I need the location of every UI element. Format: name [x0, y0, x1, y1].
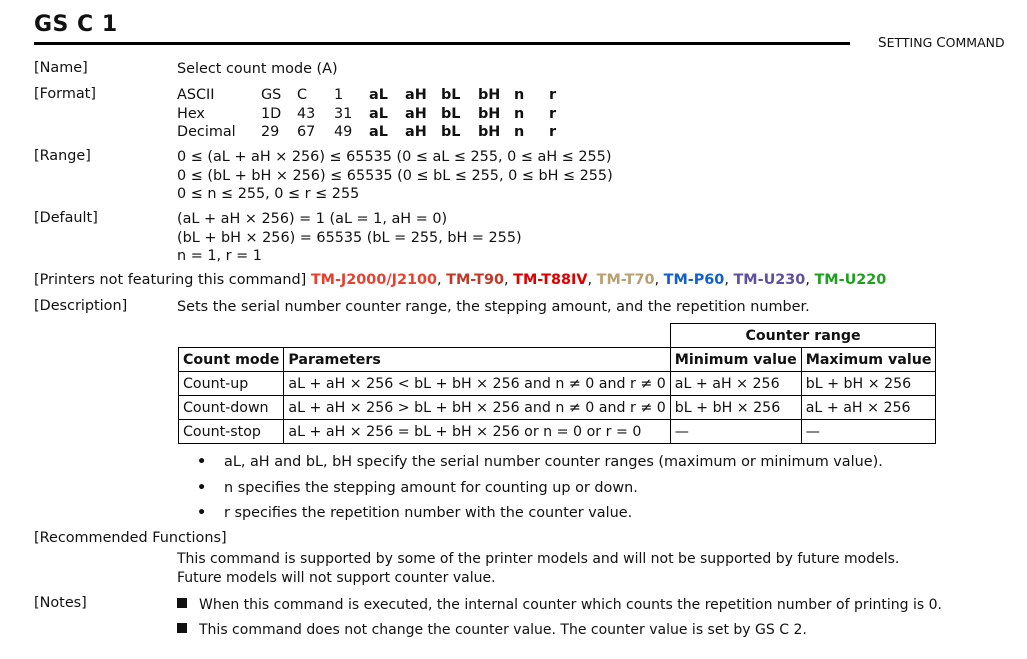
- printer-tm-t88iv: TM-T88IV: [513, 272, 588, 288]
- printer-tm-t70: TM-T70: [596, 272, 655, 288]
- printer-tm-u220: TM-U220: [814, 272, 887, 288]
- table-header-row-2: [179, 348, 936, 372]
- table-header-row-1: [179, 324, 936, 348]
- format-param-bH-hex: bH: [478, 105, 501, 122]
- row-count-stop-max: —: [801, 420, 936, 444]
- section-rest-2: OMMAND: [945, 35, 1005, 50]
- description-label: [Description]: [34, 298, 128, 314]
- range-label: [Range]: [34, 148, 91, 164]
- default-line-1: (aL + aH × 256) = 1 (aL = 1, aH = 0): [177, 211, 448, 227]
- format-decimal-c2: 67: [297, 124, 316, 140]
- printer-sep-5: ,: [724, 272, 734, 288]
- section-rest-1: ETTING: [886, 35, 937, 50]
- format-param-aL-decimal: aL: [369, 124, 388, 140]
- recommended-line-2: Future models will not support counter value.: [177, 569, 496, 586]
- section-initial-1: S: [878, 35, 887, 51]
- format-ascii-c1: GS: [261, 87, 282, 103]
- counter-range-header: Counter range: [670, 324, 936, 348]
- row-count-down-params: aL + aH × 256 > bL + bH × 256 and n ≠ 0 and r ≠ 0: [284, 396, 670, 420]
- format-param-aL-hex: aL: [369, 105, 388, 122]
- printer-sep-3: ,: [587, 272, 597, 288]
- format-param-aH: [405, 86, 427, 142]
- row-count-up-mode: Count-up: [179, 372, 284, 396]
- format-hex-c3: 31: [334, 105, 353, 122]
- format-param-n-decimal: n: [514, 124, 525, 140]
- row-count-up-params: aL + aH × 256 < bL + bH × 256 and n ≠ 0 and r ≠ 0: [284, 372, 670, 396]
- printer-sep-4: ,: [654, 272, 664, 288]
- printer-sep-1: ,: [437, 272, 447, 288]
- row-count-stop-mode: Count-stop: [179, 420, 284, 444]
- row-count-up-min: aL + aH × 256: [670, 372, 801, 396]
- range-values: [177, 148, 613, 204]
- format-param-aH-hex: aH: [405, 105, 427, 122]
- printer-tm-p60: TM-P60: [663, 272, 725, 288]
- printer-tm-j2000: TM-J2000/J2100: [310, 272, 437, 288]
- format-param-bH-decimal: bH: [478, 124, 501, 140]
- printers-not-featuring: [34, 272, 886, 288]
- format-param-bL: [441, 86, 460, 142]
- format-param-bL-decimal: bL: [441, 124, 461, 140]
- count-mode-header: Count mode: [179, 348, 284, 372]
- printer-sep-6: ,: [805, 272, 815, 288]
- row-count-up-max: bL + bH × 256: [801, 372, 936, 396]
- format-param-bL-hex: bL: [441, 105, 461, 122]
- format-param-aH-decimal: aH: [405, 124, 427, 140]
- format-ascii-c2: C: [297, 87, 308, 103]
- range-line-2: 0 ≤ (bL + bH × 256) ≤ 65535 (0 ≤ bL ≤ 255, 0 ≤ bH ≤ 255): [177, 167, 613, 184]
- square-bullet-icon: [177, 598, 187, 608]
- name-value: Select count mode (A): [177, 61, 338, 77]
- format-param-bH: [478, 86, 500, 142]
- range-line-1: 0 ≤ (aL + aH × 256) ≤ 65535 (0 ≤ aL ≤ 255, 0 ≤ aH ≤ 255): [177, 149, 612, 165]
- table-empty-corner: [179, 324, 284, 348]
- parameters-header: Parameters: [284, 348, 670, 372]
- square-bullet-icon: [177, 623, 187, 633]
- format-type-decimal: Decimal: [177, 124, 236, 140]
- default-line-3: n = 1, r = 1: [177, 248, 262, 264]
- format-param-aH-ascii: aH: [405, 87, 427, 103]
- format-param-aL: [369, 86, 388, 142]
- default-values: [177, 210, 522, 266]
- printer-tm-u230: TM-U230: [733, 272, 806, 288]
- section-initial-2: C: [936, 35, 946, 51]
- row-count-down-max: aL + aH × 256: [801, 396, 936, 420]
- note-item-2: [177, 621, 807, 640]
- row-count-down-mode: Count-down: [179, 396, 284, 420]
- bullet-dot-icon: •: [197, 480, 207, 496]
- note-text-2: This command does not change the counter value. The counter value is set by GS C 2.: [199, 622, 807, 638]
- format-c2-column: [297, 86, 315, 142]
- recommended-text: [177, 550, 899, 587]
- format-param-r-decimal: r: [549, 124, 557, 140]
- page-title: GS C 1: [34, 12, 118, 37]
- printers-label: [Printers not featuring this command]: [34, 272, 307, 288]
- title-rule: [34, 42, 850, 45]
- table-row: [179, 396, 936, 420]
- format-c3-column: [334, 86, 352, 142]
- format-param-r-ascii: r: [549, 87, 557, 103]
- bullet-text-1: aL, aH and bL, bH specify the serial number counter ranges (maximum or minimum value).: [224, 454, 883, 470]
- note-text-1: When this command is executed, the internal counter which counts the repetition number of printing is 0.: [199, 597, 942, 613]
- format-type-ascii: ASCII: [177, 87, 215, 103]
- note-item-1: [177, 596, 942, 615]
- format-decimal-c1: 29: [261, 124, 280, 140]
- table-row: [179, 420, 936, 444]
- range-line-3: 0 ≤ n ≤ 255, 0 ≤ r ≤ 255: [177, 186, 360, 202]
- bullet-dot-icon: •: [197, 505, 207, 521]
- section-label: [878, 35, 1005, 51]
- row-count-stop-params: aL + aH × 256 = bL + bH × 256 or n = 0 or r = 0: [284, 420, 670, 444]
- format-decimal-c3: 49: [334, 124, 353, 140]
- format-c1-column: [261, 86, 281, 142]
- notes-label: [Notes]: [34, 595, 87, 611]
- format-param-n-hex: n: [514, 105, 525, 122]
- bullet-text-2: n specifies the stepping amount for counting up or down.: [224, 480, 638, 496]
- bullet-dot-icon: •: [197, 454, 207, 470]
- table-empty-corner-2: [284, 324, 670, 348]
- format-param-aL-ascii: aL: [369, 87, 388, 103]
- printer-sep-2: ,: [504, 272, 514, 288]
- minimum-value-header: Minimum value: [670, 348, 801, 372]
- format-param-r: [549, 86, 556, 142]
- row-count-down-min: bL + bH × 256: [670, 396, 801, 420]
- format-param-r-hex: r: [549, 105, 557, 122]
- bullet-text-3: r specifies the repetition number with the counter value.: [224, 505, 633, 521]
- description-text: Sets the serial number counter range, the stepping amount, and the repetition number.: [177, 299, 810, 315]
- default-label: [Default]: [34, 210, 98, 226]
- recommended-label: [Recommended Functions]: [34, 530, 227, 546]
- table-row: [179, 372, 936, 396]
- printer-tm-t90: TM-T90: [446, 272, 504, 288]
- format-param-bH-ascii: bH: [478, 87, 501, 103]
- format-param-n: [514, 86, 524, 142]
- format-ascii-c3: 1: [334, 87, 344, 103]
- format-hex-c2: 43: [297, 105, 316, 122]
- name-label: [Name]: [34, 60, 88, 76]
- row-count-stop-min: —: [670, 420, 801, 444]
- format-type-column: [177, 86, 236, 142]
- recommended-line-1: This command is supported by some of the printer models and will not be supported by future models.: [177, 551, 900, 567]
- count-mode-table: [178, 323, 936, 444]
- format-type-hex: Hex: [177, 105, 205, 122]
- default-line-2: (bL + bH × 256) = 65535 (bL = 255, bH = 255): [177, 229, 522, 246]
- format-hex-c1: 1D: [261, 105, 282, 122]
- format-param-bL-ascii: bL: [441, 87, 461, 103]
- maximum-value-header: Maximum value: [801, 348, 936, 372]
- format-param-n-ascii: n: [514, 87, 525, 103]
- format-label: [Format]: [34, 86, 96, 102]
